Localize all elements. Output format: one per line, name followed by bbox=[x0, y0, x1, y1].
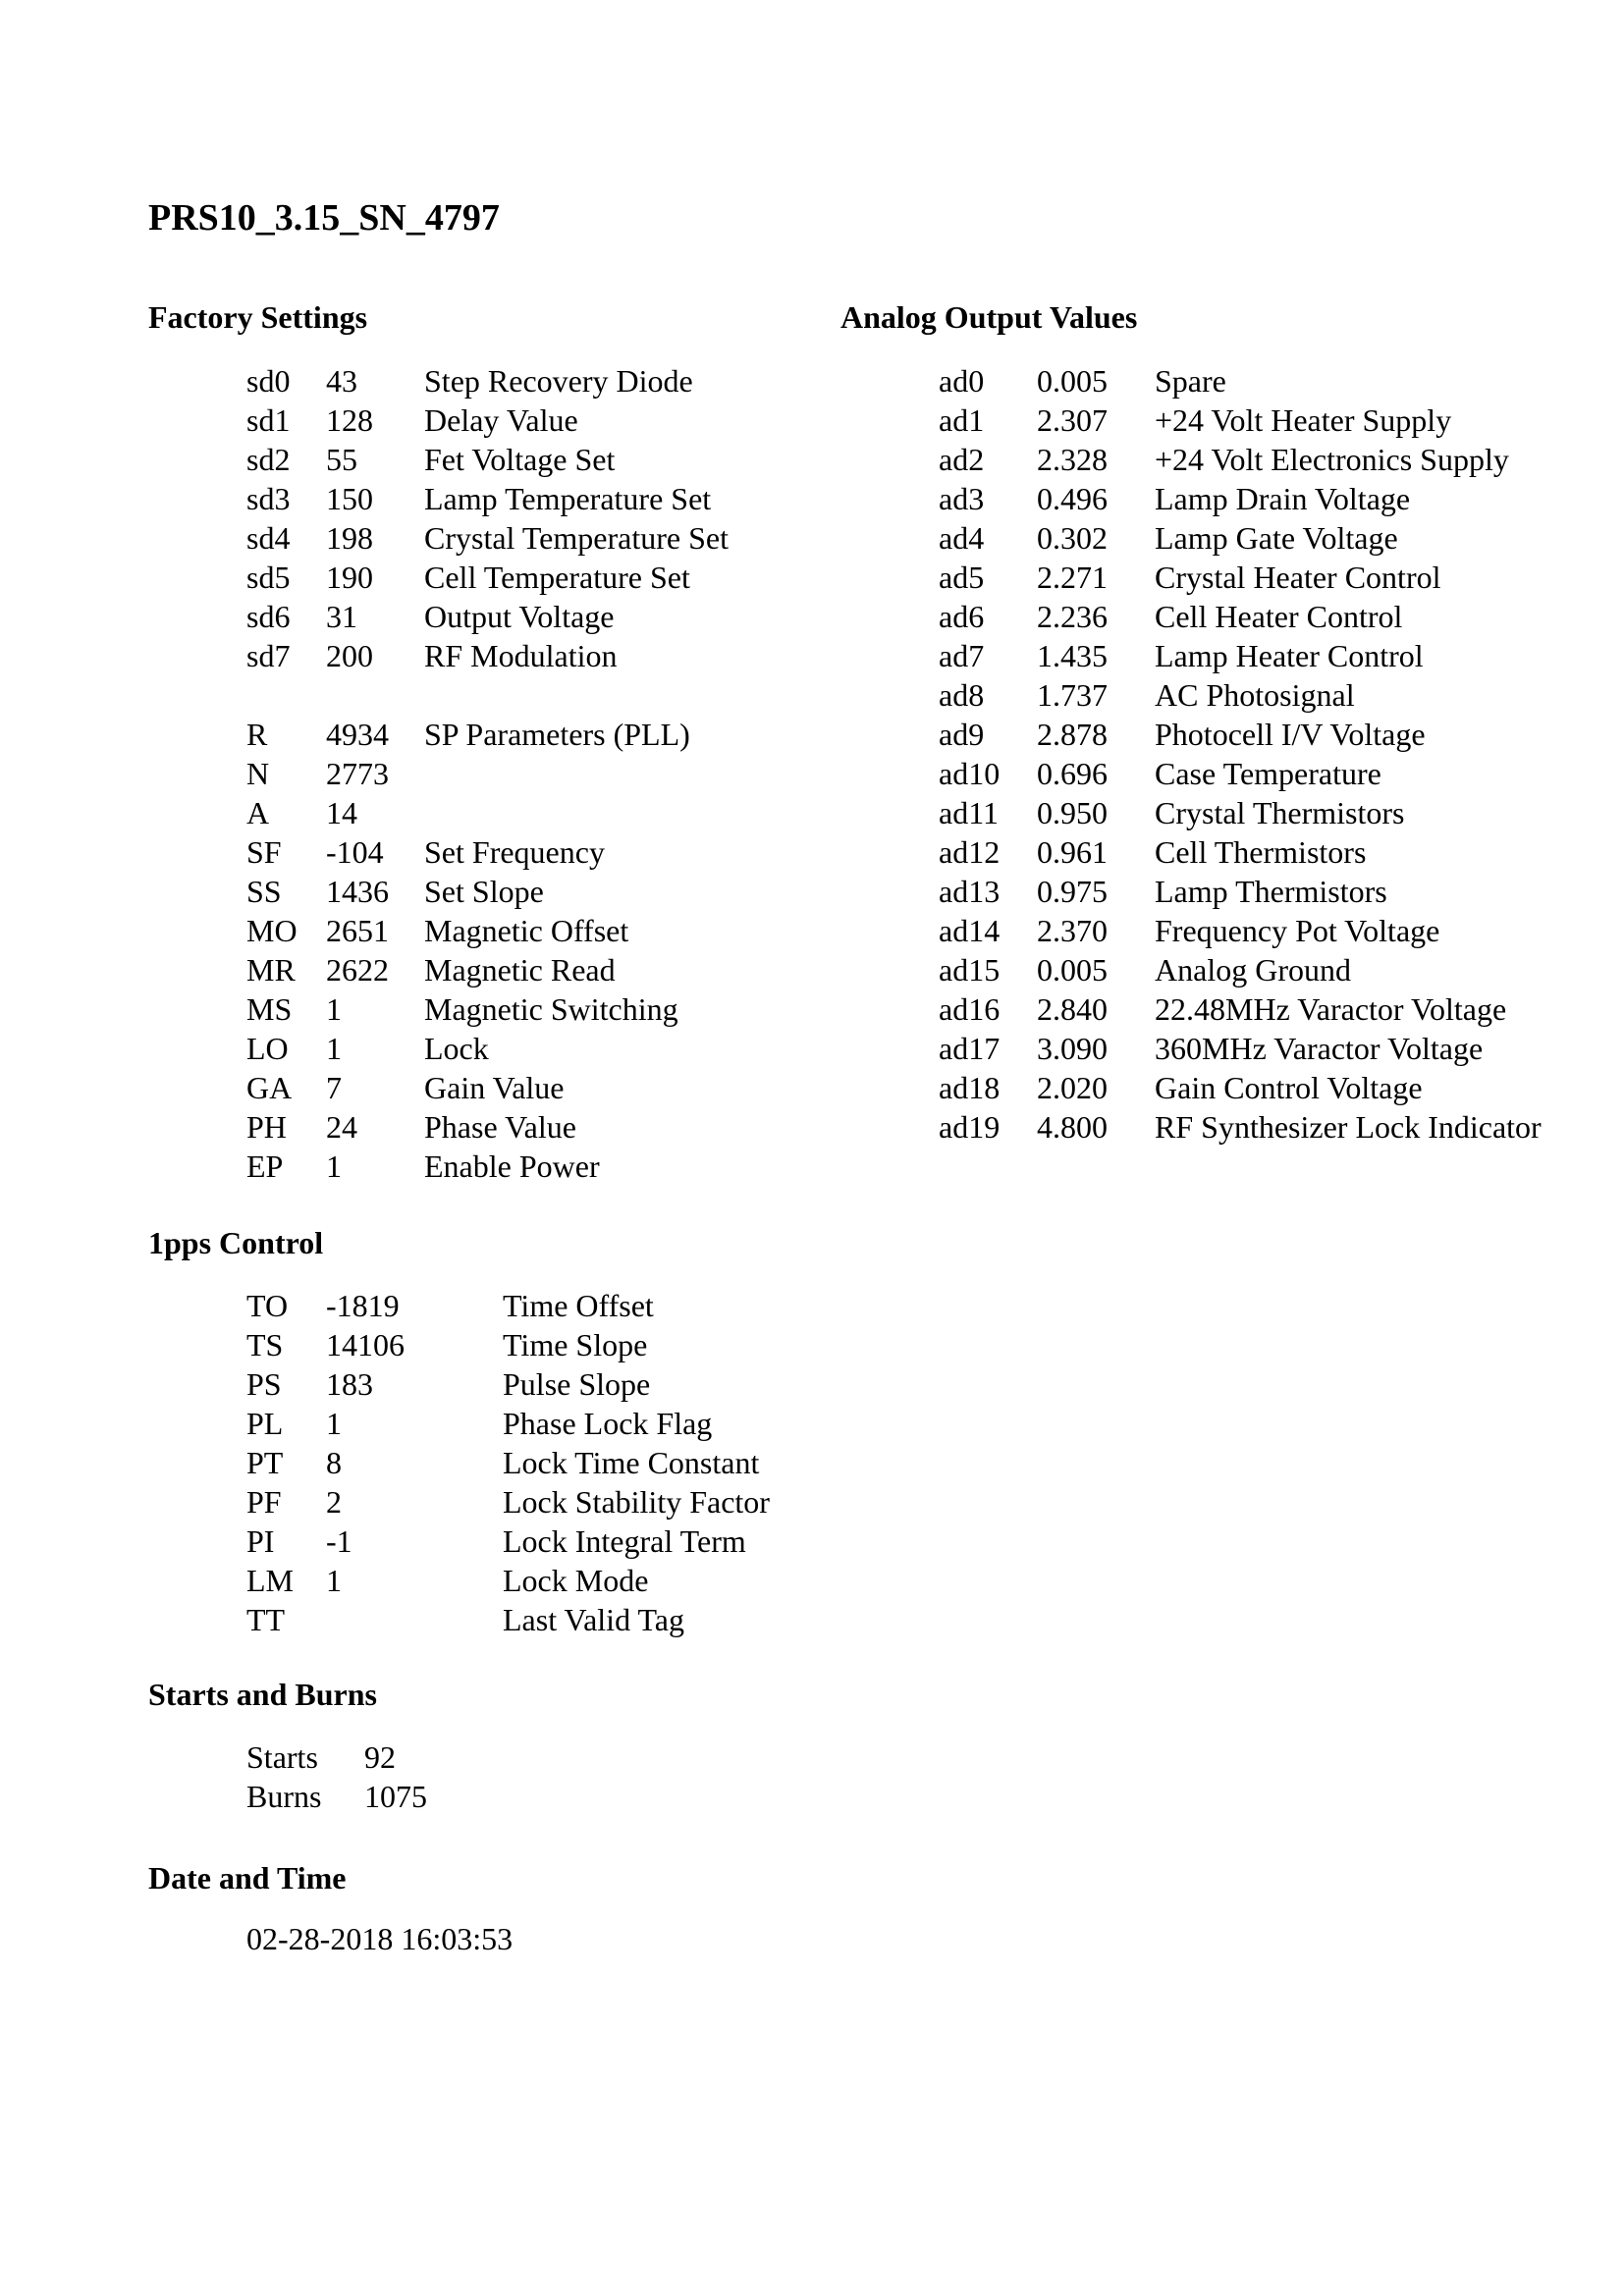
pps-label: Last Valid Tag bbox=[503, 1602, 684, 1637]
page-title: PRS10_3.15_SN_4797 bbox=[148, 197, 500, 239]
pps-label: Lock Mode bbox=[503, 1563, 649, 1598]
analog-output-row bbox=[939, 1029, 1606, 1068]
analog-output-heading: Analog Output Values bbox=[840, 299, 1138, 335]
output-code: ad17 bbox=[939, 1031, 1001, 1066]
setting-label: Crystal Temperature Set bbox=[424, 520, 729, 556]
factory-setting-row bbox=[246, 911, 836, 950]
setting-value: 4934 bbox=[326, 717, 389, 752]
output-code: ad14 bbox=[939, 913, 1001, 948]
factory-setting-row bbox=[246, 1147, 836, 1186]
pps-control-row bbox=[246, 1561, 836, 1600]
setting-value: 1 bbox=[326, 1148, 342, 1184]
analog-output-row bbox=[939, 911, 1606, 950]
analog-output-row bbox=[939, 440, 1606, 479]
pps-control-row bbox=[246, 1600, 836, 1639]
output-code: ad7 bbox=[939, 638, 985, 673]
setting-value: 1436 bbox=[326, 874, 389, 909]
output-value: 0.975 bbox=[1037, 874, 1108, 909]
pps-value: -1 bbox=[326, 1523, 352, 1559]
starts-burns-row bbox=[246, 1737, 639, 1777]
pps-code: PL bbox=[246, 1406, 284, 1441]
output-label: +24 Volt Electronics Supply bbox=[1155, 442, 1509, 477]
setting-code: sd3 bbox=[246, 481, 291, 516]
output-value: 0.302 bbox=[1037, 520, 1108, 556]
date-time-value: 02-28-2018 16:03:53 bbox=[246, 1921, 514, 1956]
output-label: Lamp Drain Voltage bbox=[1155, 481, 1411, 516]
output-value: 0.496 bbox=[1037, 481, 1108, 516]
setting-label: RF Modulation bbox=[424, 638, 618, 673]
setting-code: PH bbox=[246, 1109, 287, 1145]
setting-value: 43 bbox=[326, 363, 357, 399]
output-label: Photocell I/V Voltage bbox=[1155, 717, 1426, 752]
output-code: ad16 bbox=[939, 991, 1001, 1027]
setting-value: 128 bbox=[326, 402, 373, 438]
analog-output-row bbox=[939, 832, 1606, 872]
output-label: Analog Ground bbox=[1155, 952, 1351, 988]
pps-value: 14106 bbox=[326, 1327, 405, 1362]
factory-setting-row bbox=[246, 832, 836, 872]
output-value: 0.005 bbox=[1037, 363, 1108, 399]
output-label: Crystal Thermistors bbox=[1155, 795, 1405, 830]
pps-label: Time Offset bbox=[503, 1288, 654, 1323]
output-value: 2.236 bbox=[1037, 599, 1108, 634]
output-label: RF Synthesizer Lock Indicator bbox=[1155, 1109, 1542, 1145]
output-value: 0.961 bbox=[1037, 834, 1108, 870]
setting-label: Enable Power bbox=[424, 1148, 600, 1184]
pps-value: 2 bbox=[326, 1484, 342, 1520]
setting-label: Gain Value bbox=[424, 1070, 565, 1105]
output-label: Cell Heater Control bbox=[1155, 599, 1403, 634]
setting-code: SF bbox=[246, 834, 282, 870]
output-label: 360MHz Varactor Voltage bbox=[1155, 1031, 1484, 1066]
output-label: Lamp Gate Voltage bbox=[1155, 520, 1398, 556]
setting-code: A bbox=[246, 795, 270, 830]
burns-label: Burns bbox=[246, 1779, 322, 1814]
analog-output-row bbox=[939, 361, 1606, 400]
pps-label: Time Slope bbox=[503, 1327, 648, 1362]
setting-code: sd6 bbox=[246, 599, 291, 634]
output-value: 2.020 bbox=[1037, 1070, 1108, 1105]
output-label: Cell Thermistors bbox=[1155, 834, 1367, 870]
output-code: ad1 bbox=[939, 402, 985, 438]
setting-label: Set Frequency bbox=[424, 834, 605, 870]
setting-label: Magnetic Offset bbox=[424, 913, 629, 948]
output-label: Case Temperature bbox=[1155, 756, 1381, 791]
analog-output-row bbox=[939, 989, 1606, 1029]
pps-control-row bbox=[246, 1522, 836, 1561]
setting-label: Fet Voltage Set bbox=[424, 442, 616, 477]
output-label: Spare bbox=[1155, 363, 1226, 399]
output-code: ad4 bbox=[939, 520, 985, 556]
setting-value: 190 bbox=[326, 560, 373, 595]
setting-value: 24 bbox=[326, 1109, 357, 1145]
factory-setting-row bbox=[246, 1029, 836, 1068]
burns-value: 1075 bbox=[364, 1779, 427, 1814]
output-code: ad13 bbox=[939, 874, 1001, 909]
setting-value: 14 bbox=[326, 795, 357, 830]
output-code: ad9 bbox=[939, 717, 985, 752]
output-code: ad5 bbox=[939, 560, 985, 595]
pps-code: PF bbox=[246, 1484, 282, 1520]
factory-setting-row bbox=[246, 1068, 836, 1107]
analog-output-row bbox=[939, 597, 1606, 636]
setting-label: Set Slope bbox=[424, 874, 544, 909]
setting-value: 2622 bbox=[326, 952, 389, 988]
output-value: 0.005 bbox=[1037, 952, 1108, 988]
analog-output-row bbox=[939, 400, 1606, 440]
starts-value: 92 bbox=[364, 1739, 396, 1775]
pps-control-row bbox=[246, 1286, 836, 1325]
output-value: 2.307 bbox=[1037, 402, 1108, 438]
setting-value: 150 bbox=[326, 481, 373, 516]
analog-output-row bbox=[939, 872, 1606, 911]
setting-code: sd7 bbox=[246, 638, 291, 673]
pps-value: 1 bbox=[326, 1563, 342, 1598]
setting-label: Magnetic Switching bbox=[424, 991, 678, 1027]
analog-output-row bbox=[939, 558, 1606, 597]
analog-output-row bbox=[939, 950, 1606, 989]
pps-label: Lock Time Constant bbox=[503, 1445, 760, 1480]
starts-burns-heading: Starts and Burns bbox=[148, 1677, 377, 1712]
pps-control-row bbox=[246, 1325, 836, 1364]
factory-setting-row bbox=[246, 950, 836, 989]
output-code: ad3 bbox=[939, 481, 985, 516]
analog-output-row bbox=[939, 636, 1606, 675]
starts-burns-row bbox=[246, 1777, 639, 1816]
factory-setting-row bbox=[246, 361, 836, 400]
output-value: 2.328 bbox=[1037, 442, 1108, 477]
analog-output-row bbox=[939, 715, 1606, 754]
setting-code: R bbox=[246, 717, 268, 752]
setting-code: N bbox=[246, 756, 270, 791]
output-value: 2.271 bbox=[1037, 560, 1108, 595]
setting-label: Lamp Temperature Set bbox=[424, 481, 712, 516]
setting-label: Cell Temperature Set bbox=[424, 560, 690, 595]
factory-setting-row bbox=[246, 1107, 836, 1147]
output-label: Lamp Heater Control bbox=[1155, 638, 1424, 673]
output-label: Lamp Thermistors bbox=[1155, 874, 1387, 909]
output-code: ad8 bbox=[939, 677, 985, 713]
factory-setting-row bbox=[246, 400, 836, 440]
setting-value: 7 bbox=[326, 1070, 342, 1105]
setting-code: sd2 bbox=[246, 442, 291, 477]
pps-control-row bbox=[246, 1443, 836, 1482]
output-label: +24 Volt Heater Supply bbox=[1155, 402, 1452, 438]
pps-code: TO bbox=[246, 1288, 289, 1323]
pps-code: PI bbox=[246, 1523, 275, 1559]
setting-label: SP Parameters (PLL) bbox=[424, 717, 690, 752]
output-value: 4.800 bbox=[1037, 1109, 1108, 1145]
output-code: ad15 bbox=[939, 952, 1001, 988]
setting-code: sd4 bbox=[246, 520, 291, 556]
output-value: 2.878 bbox=[1037, 717, 1108, 752]
output-value: 3.090 bbox=[1037, 1031, 1108, 1066]
analog-output-row bbox=[939, 754, 1606, 793]
output-code: ad18 bbox=[939, 1070, 1001, 1105]
factory-setting-row bbox=[246, 597, 836, 636]
pps-control-heading: 1pps Control bbox=[148, 1225, 324, 1260]
setting-code: sd1 bbox=[246, 402, 291, 438]
output-code: ad11 bbox=[939, 795, 1000, 830]
setting-value: 1 bbox=[326, 991, 342, 1027]
pps-value: 1 bbox=[326, 1406, 342, 1441]
factory-setting-row bbox=[246, 479, 836, 518]
output-label: AC Photosignal bbox=[1155, 677, 1355, 713]
factory-setting-row bbox=[246, 440, 836, 479]
output-code: ad19 bbox=[939, 1109, 1001, 1145]
setting-code: sd0 bbox=[246, 363, 291, 399]
output-label: 22.48MHz Varactor Voltage bbox=[1155, 991, 1507, 1027]
factory-setting-row bbox=[246, 715, 836, 754]
pps-label: Pulse Slope bbox=[503, 1366, 651, 1402]
setting-label: Magnetic Read bbox=[424, 952, 616, 988]
pps-code: TT bbox=[246, 1602, 286, 1637]
pps-code: PT bbox=[246, 1445, 284, 1480]
factory-setting-row bbox=[246, 989, 836, 1029]
date-time-heading: Date and Time bbox=[148, 1860, 347, 1896]
starts-label: Starts bbox=[246, 1739, 318, 1775]
setting-label: Delay Value bbox=[424, 402, 578, 438]
output-value: 1.435 bbox=[1037, 638, 1108, 673]
pps-code: TS bbox=[246, 1327, 284, 1362]
analog-output-row bbox=[939, 518, 1606, 558]
pps-value: -1819 bbox=[326, 1288, 400, 1323]
analog-output-row bbox=[939, 1068, 1606, 1107]
setting-value: 31 bbox=[326, 599, 357, 634]
output-code: ad10 bbox=[939, 756, 1001, 791]
factory-setting-row bbox=[246, 636, 836, 675]
factory-setting-row bbox=[246, 558, 836, 597]
setting-value: 200 bbox=[326, 638, 373, 673]
analog-output-row bbox=[939, 675, 1606, 715]
setting-value: 198 bbox=[326, 520, 373, 556]
setting-value: 2651 bbox=[326, 913, 389, 948]
setting-code: SS bbox=[246, 874, 282, 909]
output-value: 1.737 bbox=[1037, 677, 1108, 713]
output-value: 0.696 bbox=[1037, 756, 1108, 791]
output-label: Crystal Heater Control bbox=[1155, 560, 1441, 595]
output-value: 2.840 bbox=[1037, 991, 1108, 1027]
output-label: Gain Control Voltage bbox=[1155, 1070, 1423, 1105]
output-label: Frequency Pot Voltage bbox=[1155, 913, 1440, 948]
setting-code: MS bbox=[246, 991, 293, 1027]
setting-code: EP bbox=[246, 1148, 284, 1184]
pps-label: Lock Stability Factor bbox=[503, 1484, 770, 1520]
pps-code: LM bbox=[246, 1563, 294, 1598]
pps-control-row bbox=[246, 1404, 836, 1443]
setting-code: MO bbox=[246, 913, 298, 948]
output-code: ad12 bbox=[939, 834, 1001, 870]
setting-value: 1 bbox=[326, 1031, 342, 1066]
output-value: 0.950 bbox=[1037, 795, 1108, 830]
pps-control-row bbox=[246, 1364, 836, 1404]
setting-label: Phase Value bbox=[424, 1109, 576, 1145]
setting-label: Step Recovery Diode bbox=[424, 363, 693, 399]
pps-code: PS bbox=[246, 1366, 282, 1402]
pps-value: 8 bbox=[326, 1445, 342, 1480]
setting-label: Lock bbox=[424, 1031, 489, 1066]
factory-setting-row bbox=[246, 518, 836, 558]
setting-value: 2773 bbox=[326, 756, 389, 791]
output-value: 2.370 bbox=[1037, 913, 1108, 948]
analog-output-row bbox=[939, 1107, 1606, 1147]
setting-value: 55 bbox=[326, 442, 357, 477]
factory-setting-row bbox=[246, 872, 836, 911]
setting-value: -104 bbox=[326, 834, 384, 870]
pps-label: Phase Lock Flag bbox=[503, 1406, 713, 1441]
setting-code: LO bbox=[246, 1031, 289, 1066]
factory-setting-row bbox=[246, 754, 836, 793]
setting-code: GA bbox=[246, 1070, 293, 1105]
pps-label: Lock Integral Term bbox=[503, 1523, 746, 1559]
output-code: ad6 bbox=[939, 599, 985, 634]
analog-output-row bbox=[939, 793, 1606, 832]
output-code: ad2 bbox=[939, 442, 985, 477]
analog-output-row bbox=[939, 479, 1606, 518]
pps-control-row bbox=[246, 1482, 836, 1522]
setting-code: sd5 bbox=[246, 560, 291, 595]
factory-setting-row bbox=[246, 793, 836, 832]
pps-value: 183 bbox=[326, 1366, 373, 1402]
output-code: ad0 bbox=[939, 363, 985, 399]
setting-code: MR bbox=[246, 952, 296, 988]
setting-label: Output Voltage bbox=[424, 599, 615, 634]
factory-settings-heading: Factory Settings bbox=[148, 299, 368, 335]
